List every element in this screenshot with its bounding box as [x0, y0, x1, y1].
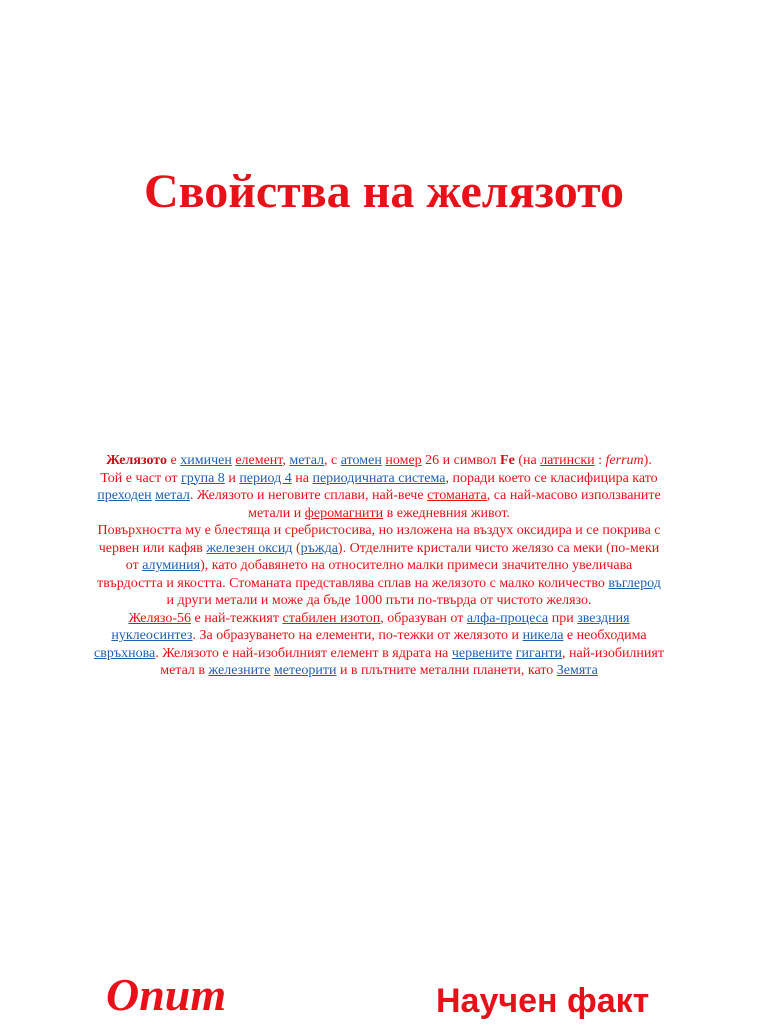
link-meteorites[interactable]: метеорити — [273, 663, 337, 678]
link-element[interactable]: елемент — [235, 453, 283, 468]
link-stellar[interactable]: звездния — [577, 610, 630, 626]
experiment-label: Опит — [106, 969, 227, 1020]
text-run: и — [224, 470, 240, 486]
link-giants[interactable]: гиганти — [515, 645, 563, 661]
body-text-block — [94, 452, 664, 680]
latin-name: ferrum — [605, 453, 644, 468]
text-run: и други метали и може да бъде 1000 пъти по-твърда от чистото желязо. — [166, 593, 592, 608]
text-run: и в плътните метални планети, като — [336, 663, 557, 678]
link-group-8[interactable]: група 8 — [181, 470, 225, 486]
text-run: . Желязото е най-изобилният елемент в ядрата на — [155, 645, 452, 661]
link-nucleosynthesis[interactable]: нуклеосинтез — [111, 628, 193, 643]
text-run: ), като добавянето на относително малки примеси значително увеличава твърдостта и якостта. Стоманата представлява сплав на желязото с малко количество — [97, 558, 633, 591]
text-run: . За образуването на елементи, по-тежки от желязото и — [192, 628, 523, 643]
text-run: , — [282, 453, 290, 468]
text-run: Повърхността му е блестяща и сребристосива, но изложена на въздух оксидира и се покрива с червен или кафяв — [97, 523, 661, 556]
text-run: , са най-масово използваните метали и — [248, 488, 661, 521]
text-run: 26 и символ — [421, 453, 501, 468]
link-alpha-process[interactable]: алфа-процеса — [466, 610, 549, 626]
text-run: е необходима — [563, 628, 647, 643]
bold-term: Желязото — [106, 453, 167, 468]
text-run: при — [548, 610, 578, 626]
scientific-fact-label: Научен факт — [436, 982, 650, 1020]
text-run: , най-изобилният метал в — [160, 645, 664, 678]
link-rust[interactable]: ръжда — [300, 540, 338, 556]
link-supernova[interactable]: свръхнова — [94, 645, 156, 661]
link-nickel[interactable]: никела — [522, 628, 564, 643]
text-run: , поради което се класифицира като — [445, 470, 658, 486]
page-title: Свойства на желязото — [143, 165, 625, 218]
link-carbon[interactable]: въглерод — [608, 575, 661, 591]
link-ferromagnets[interactable]: феромагнити — [304, 505, 384, 521]
link-metal-2[interactable]: метал — [155, 488, 190, 503]
text-run: (на — [514, 453, 541, 468]
text-run: е най-тежкият — [191, 610, 283, 626]
symbol-fe: Fe — [500, 453, 515, 468]
link-transition[interactable]: преходен — [97, 488, 152, 503]
link-red[interactable]: червените — [451, 645, 513, 661]
paragraph-3 — [94, 610, 664, 680]
link-earth[interactable]: Земята — [556, 663, 598, 678]
text-run: е — [167, 453, 181, 468]
link-periodic-table[interactable]: периодичната система — [312, 470, 446, 486]
text-run: : — [598, 453, 606, 468]
link-iron-56[interactable]: Желязо-56 — [128, 610, 192, 626]
paragraph-1 — [94, 452, 664, 522]
text-run: . Желязото и неговите сплави, най-вече — [189, 488, 428, 503]
link-aluminium[interactable]: алуминия — [142, 558, 201, 573]
link-iron-oxide[interactable]: железен оксид — [206, 540, 293, 556]
link-atomic[interactable]: атомен — [340, 453, 382, 468]
text-run: на — [291, 470, 313, 486]
link-latin[interactable]: латински — [540, 453, 595, 468]
text-run: ). Отделните кристали чисто желязо са меки (по-меки от — [125, 540, 660, 573]
link-metal[interactable]: метал — [289, 453, 325, 468]
link-steel[interactable]: стоманата — [427, 488, 487, 503]
text-run: в ежедневния живот. — [383, 505, 510, 521]
link-iron-adj[interactable]: железните — [208, 663, 271, 678]
link-chemical[interactable]: химичен — [180, 453, 232, 468]
paragraph-2 — [94, 522, 664, 610]
link-number[interactable]: номер — [385, 453, 422, 468]
text-run: ( — [292, 540, 301, 556]
link-stable-isotope[interactable]: стабилен изотоп — [282, 610, 381, 626]
text-run: ). Той е част от — [100, 453, 652, 486]
text-run: , образуван от — [380, 610, 467, 626]
text-run: , с — [324, 453, 341, 468]
link-period-4[interactable]: период 4 — [239, 470, 292, 486]
